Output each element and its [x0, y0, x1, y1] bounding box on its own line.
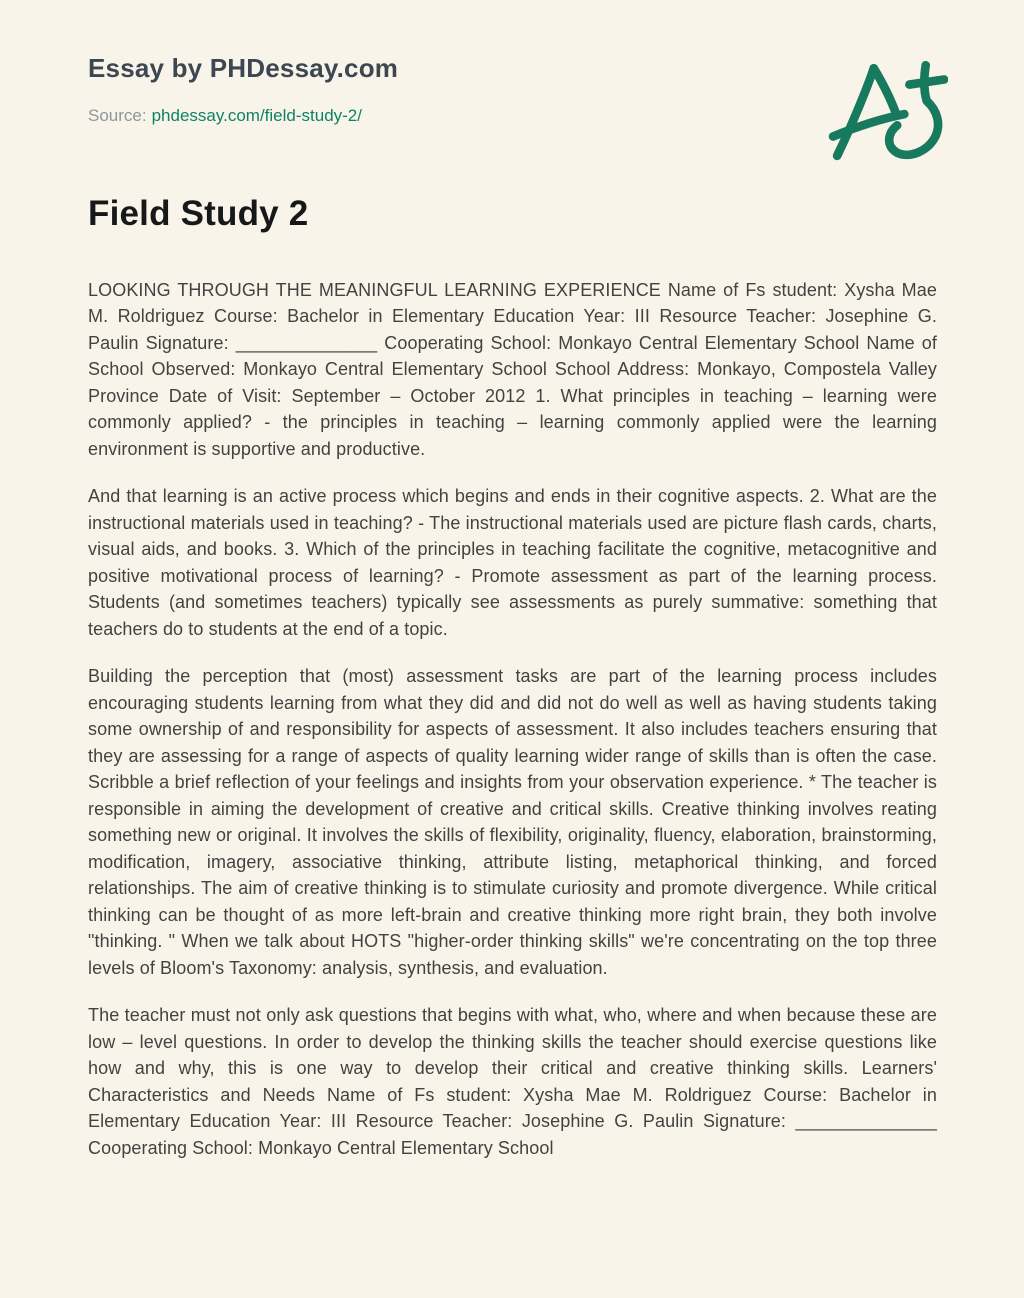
source-line — [88, 106, 937, 126]
document-header — [88, 0, 937, 126]
essay-paragraph: And that learning is an active process which begins and ends in their cognitive aspects. 2. What are the instructional materials used in teaching? - The instructional materials used are picture flash cards, charts, visual aids, and books. 3. Which of the principles in teaching facilitate the cognitive, metacognitive and positive motivational process of learning? - Promote assessment as part of the learning process. Students (and sometimes teachers) typically see assessments as purely summative: something that teachers do to students at the end of a topic. — [88, 486, 937, 639]
essay-paragraph: The teacher must not only ask questions that begins with what, who, where and when because these are low – level questions. In order to develop the thinking skills the teacher should exercise questions like how and why, this is one way to develop their critical and creative thinking skills. Learners' Characteristics and Needs Name of Fs student: Xysha Mae M. Roldriguez Course: Bachelor in Elementary Education Year: III Resource Teacher: Josephine G. Paulin Signature: ______________ Cooperating School: Monkayo Central Elementary School — [88, 1005, 937, 1158]
page-title: Field Study 2 — [88, 194, 309, 234]
essay-paragraph: Building the perception that (most) assessment tasks are part of the learning process includes encouraging students learning from what they did and did not do well as well as having students taking some ownership of and responsibility for aspects of assessment. It also includes teachers ensuring that they are assessing for a range of aspects of quality learning wider range of skills than is often the case. Scribble a brief reflection of your feelings and insights from your observation experience. * The teacher is responsible in aiming the development of creative and critical skills. Creative thinking involves reating something new or original. It involves the skills of flexibility, originality, fluency, elaboration, brainstorming, modification, imagery, associative thinking, attribute listing, metaphorical thinking, and forced relationships. The aim of creative thinking is to stimulate curiosity and promote divergence. While critical thinking can be thought of as more left-brain and creative thinking more right brain, they both involve "thinking. " When we talk about HOTS "higher-order thinking skills" we're concentrating on the top three levels of Bloom's Taxonomy: analysis, synthesis, and evaluation. — [88, 666, 937, 978]
source-link[interactable]: phdessay.com/field-study-2/ — [151, 105, 362, 125]
byline: Essay by PHDessay.com — [88, 53, 399, 83]
essay-body — [88, 277, 937, 1162]
source-label: Source: — [88, 105, 147, 125]
essay-paragraph: LOOKING THROUGH THE MEANINGFUL LEARNING EXPERIENCE Name of Fs student: Xysha Mae M. Roldriguez Course: Bachelor in Elementary Education Year: III Resource Teacher: Josephine G. Paulin Signature: ______________ Cooperating School: Monkayo Central Elementary School Name of School Observed: Monkayo Central Elementary School School Address: Monkayo, Compostela Valley Province Date of Visit: September – October 2012 1. What principles in teaching – learning were commonly applied? - the principles in teaching – learning commonly applied were the learning environment is supportive and productive. — [88, 279, 937, 459]
a-plus-logo-icon — [824, 52, 948, 166]
